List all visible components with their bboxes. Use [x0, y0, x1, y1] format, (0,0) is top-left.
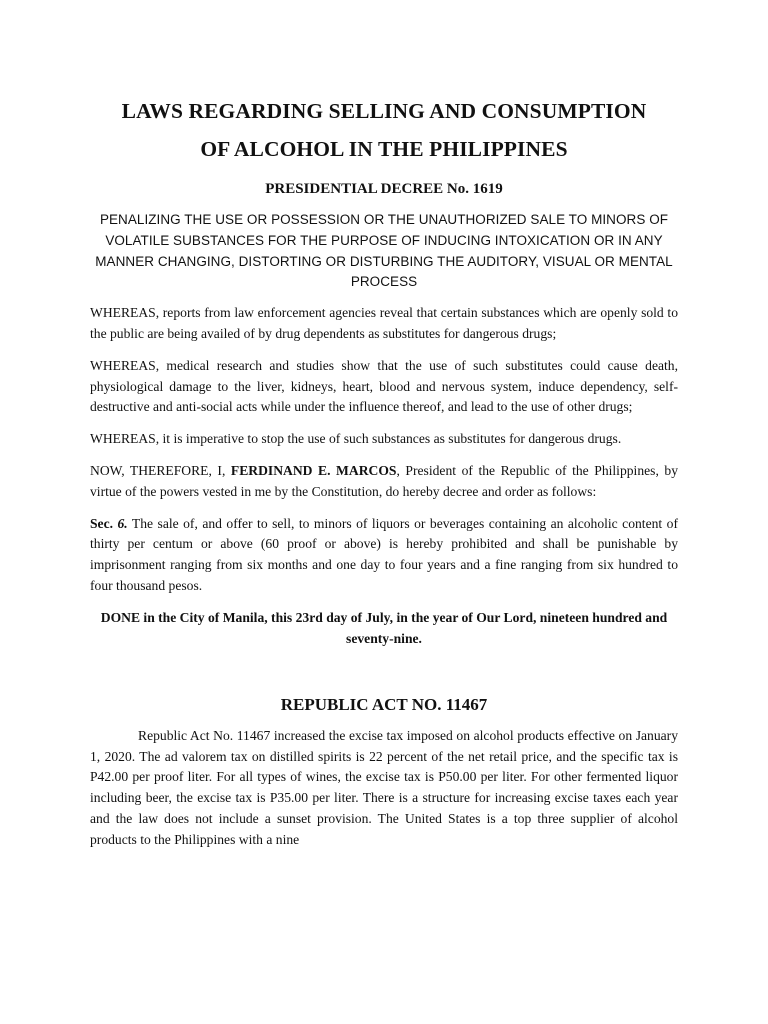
whereas-paragraph-1: WHEREAS, reports from law enforcement agencies reveal that certain substances which are openly sold to the public are being availed of by drug dependents as substitutes for dangerous drugs;: [90, 305, 678, 341]
section-number: 6.: [117, 515, 128, 531]
now-therefore-prefix: NOW, THEREFORE, I,: [90, 462, 231, 478]
whereas-paragraph-2: WHEREAS, medical research and studies show that the use of such substitutes could cause death, physiological damage to the liver, kidneys, heart, blood and nervous system, induce dependency, self-destructive and anti-social acts while under the influence thereof, and lead to the use of other drugs;: [90, 357, 678, 415]
now-therefore-paragraph: [90, 461, 678, 503]
president-name: FERDINAND E. MARCOS: [230, 462, 397, 478]
republic-act-heading: REPUBLIC ACT NO. 11467: [280, 694, 488, 714]
document-title: [90, 92, 678, 168]
section-text: The sale of, and offer to sell, to minors of liquors or beverages containing an alcoholic content of thirty per centum or above (60 proof or above) is hereby prohibited and shall be punishable by imprisonment ranging from six months and one day to four years and a fine ranging from six hundred to four thousand pesos.: [90, 515, 678, 593]
done-line: DONE in the City of Manila, this 23rd day of July, in the year of Our Lord, nineteen hundred and seventy-nine.: [100, 609, 668, 646]
decree-subtitle: PENALIZING THE USE OR POSSESSION OR THE UNAUTHORIZED SALE TO MINORS OF VOLATILE SUBSTANCES FOR THE PURPOSE OF INDUCING INTOXICATION OR IN ANY MANNER CHANGING, DISTORTING OR DISTURBING THE AUDITORY, VISUAL OR MENTAL PROCESS: [95, 212, 673, 290]
republic-act-paragraph: Republic Act No. 11467 increased the excise tax imposed on alcohol products effective on January 1, 2020. The ad valorem tax on distilled spirits is 22 percent of the net retail price, and the specific tax is P42.00 per proof liter. For all types of wines, the excise tax is P50.00 per liter. For other fermented liquor including beer, the excise tax is P35.00 per liter. There is a structure for increasing excise taxes each year and the law does not include a sunset provision. The United States is a top three supplier of alcohol products to the Philippines with a nine: [90, 727, 678, 847]
now-therefore-suffix: , President of the Republic of the Philippines, by virtue of the powers vested in me by the Constitution, do hereby decree and order as follows:: [90, 462, 678, 499]
title-line-2: OF ALCOHOL IN THE PHILIPPINES: [200, 137, 568, 161]
section-label: Sec.: [90, 515, 118, 531]
decree-heading: PRESIDENTIAL DECREE No. 1619: [265, 181, 503, 197]
title-line-1: LAWS REGARDING SELLING AND CONSUMPTION: [121, 99, 647, 123]
section-6-paragraph: [90, 514, 678, 597]
whereas-paragraph-3: WHEREAS, it is imperative to stop the use of such substances as substitutes for dangerous drugs.: [90, 431, 622, 447]
